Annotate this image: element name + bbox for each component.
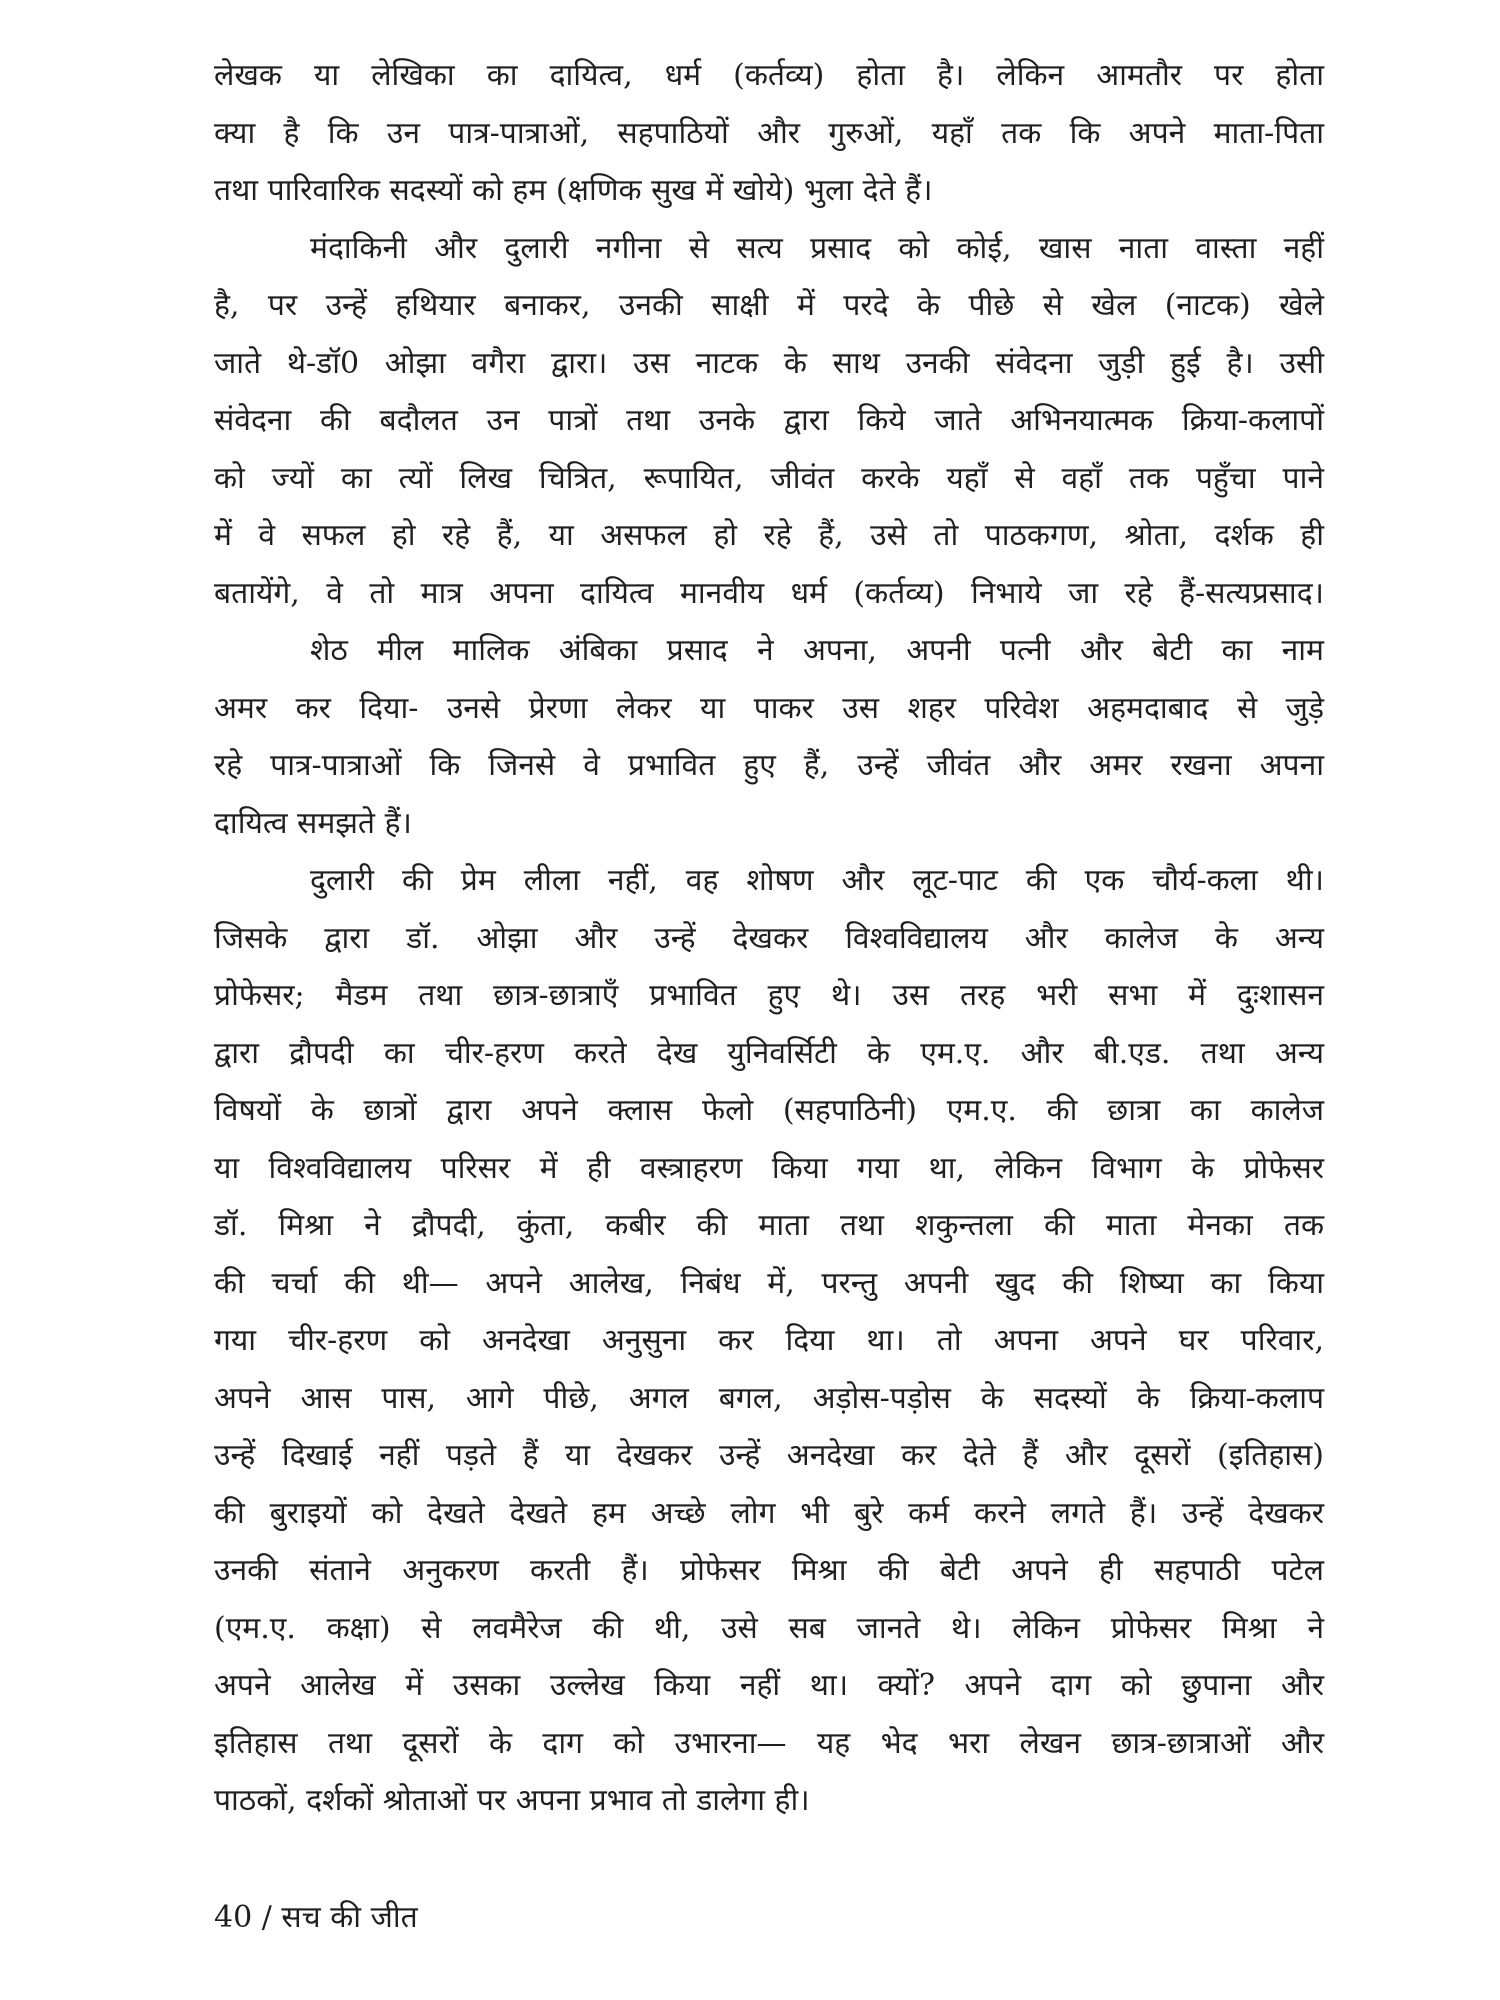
text-line: लेखक या लेखिका का दायित्व, धर्म (कर्तव्य) होता है। लेकिन आमतौर पर होता	[214, 58, 1324, 93]
text-line: रहे पात्र-पात्राओं कि जिनसे वे प्रभावित हुए हैं, उन्हें जीवंत और अमर रखना अपना	[214, 748, 1324, 783]
text-line: या विश्वविद्यालय परिसर में ही वस्त्राहरण किया गया था, लेकिन विभाग के प्रोफेसर	[214, 1150, 1324, 1186]
text-line: संवेदना की बदौलत उन पात्रों तथा उनके द्वारा किये जाते अभिनयात्मक क्रिया-कलापों	[214, 403, 1324, 438]
text-line: अपने आलेख में उसका उल्लेख किया नहीं था। क्यों? अपने दाग को छुपाना और	[214, 1668, 1324, 1703]
page-footer: 40 / सच की जीत	[214, 1900, 418, 1935]
text-line: प्रोफेसर; मैडम तथा छात्र-छात्राएँ प्रभावित हुए थे। उस तरह भरी सभा में दुःशासन	[214, 978, 1324, 1013]
text-line: दायित्व समझते हैं।	[214, 805, 412, 841]
text-line: जिसके द्वारा डॉ. ओझा और उन्हें देखकर विश्वविद्यालय और कालेज के अन्य	[214, 920, 1324, 956]
text-line: उन्हें दिखाई नहीं पड़ते हैं या देखकर उन्हें अनदेखा कर देते हैं और दूसरों (इतिहास)	[214, 1438, 1324, 1473]
text-line: बतायेंगे, वे तो मात्र अपना दायित्व मानवीय धर्म (कर्तव्य) निभाये जा रहे हैं-सत्यप्रसाद।	[214, 575, 1324, 611]
text-line: उनकी संताने अनुकरण करती हैं। प्रोफेसर मिश्रा की बेटी अपने ही सहपाठी पटेल	[214, 1553, 1324, 1588]
text-line: है, पर उन्हें हथियार बनाकर, उनकी साक्षी में परदे के पीछे से खेल (नाटक) खेले	[214, 288, 1324, 323]
text-line: अमर कर दिया- उनसे प्रेरणा लेकर या पाकर उस शहर परिवेश अहमदाबाद से जुड़े	[214, 690, 1324, 726]
text-line: की चर्चा की थी— अपने आलेख, निबंध में, परन्तु अपनी खुद की शिष्या का किया	[214, 1265, 1324, 1301]
body-text	[214, 47, 1324, 1830]
text-line: क्या है कि उन पात्र-पात्राओं, सहपाठियों और गुरुओं, यहाँ तक कि अपने माता-पिता	[214, 115, 1324, 151]
text-line: दुलारी की प्रेम लीला नहीं, वह शोषण और लूट-पाट की एक चौर्य-कला थी।	[310, 863, 1324, 898]
text-line: मंदाकिनी और दुलारी नगीना से सत्य प्रसाद को कोई, खास नाता वास्ता नहीं	[310, 230, 1324, 266]
text-line: पाठकों, दर्शकों श्रोताओं पर अपना प्रभाव तो डालेगा ही।	[214, 1783, 810, 1818]
text-line: इतिहास तथा दूसरों के दाग को उभारना— यह भेद भरा लेखन छात्र-छात्राओं और	[214, 1725, 1324, 1761]
text-line: द्वारा द्रौपदी का चीर-हरण करते देख युनिवर्सिटी के एम.ए. और बी.एड. तथा अन्य	[214, 1035, 1324, 1071]
text-line: डॉ. मिश्रा ने द्रौपदी, कुंता, कबीर की माता तथा शकुन्तला की माता मेनका तक	[214, 1208, 1324, 1243]
text-line: अपने आस पास, आगे पीछे, अगल बगल, अड़ोस-पड़ोस के सदस्यों के क्रिया-कलाप	[214, 1380, 1324, 1416]
text-line: विषयों के छात्रों द्वारा अपने क्लास फेलो (सहपाठिनी) एम.ए. की छात्रा का कालेज	[214, 1093, 1324, 1128]
text-line: गया चीर-हरण को अनदेखा अनुसुना कर दिया था। तो अपना अपने घर परिवार,	[214, 1323, 1324, 1358]
text-line: (एम.ए. कक्षा) से लवमैरेज की थी, उसे सब जानते थे। लेकिन प्रोफेसर मिश्रा ने	[214, 1610, 1324, 1646]
text-line: में वे सफल हो रहे हैं, या असफल हो रहे हैं, उसे तो पाठकगण, श्रोता, दर्शक ही	[214, 518, 1324, 553]
text-line: जाते थे-डॉ0 ओझा वगैरा द्वारा। उस नाटक के साथ उनकी संवेदना जुड़ी हुई है। उसी	[214, 345, 1324, 381]
text-line: तथा पारिवारिक सदस्यों को हम (क्षणिक सुख में खोये) भुला देते हैं।	[214, 173, 933, 208]
text-line: की बुराइयों को देखते देखते हम अच्छे लोग भी बुरे कर्म करने लगते हैं। उन्हें देखकर	[214, 1495, 1324, 1531]
text-line: को ज्यों का त्यों लिख चित्रित, रूपायित, जीवंत करके यहाँ से वहाँ तक पहुँचा पाने	[214, 460, 1324, 496]
text-line: शेठ मील मालिक अंबिका प्रसाद ने अपना, अपनी पत्नी और बेटी का नाम	[310, 633, 1324, 668]
